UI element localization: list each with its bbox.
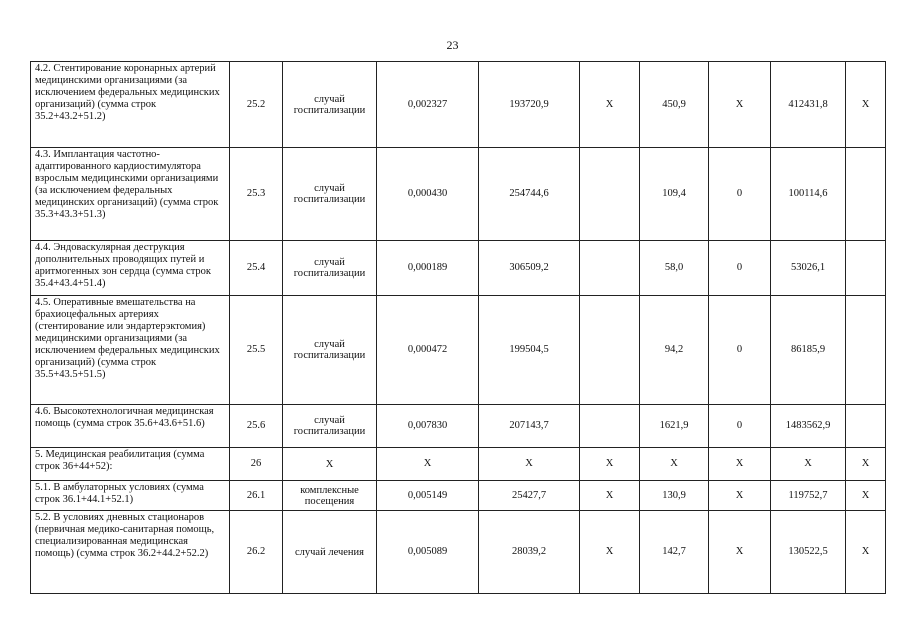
row-c10 [846,148,886,241]
row-c8: X [709,481,771,511]
row-unit: X [283,448,377,481]
row-code: 25.3 [230,148,283,241]
row-c8: 0 [709,148,771,241]
row-name: 4.5. Оперативные вмешательства на брахиоцефальных артериях (стентирование или эндартерэктомия) медицинскими организациями (за исключением федеральных медицинских организаций) (сумма строк 35.5+43.5+51.5) [31,296,230,405]
row-unit: случай госпитализации [283,148,377,241]
row-c10: X [846,481,886,511]
row-code: 25.6 [230,405,283,448]
row-name: 4.4. Эндоваскулярная деструкция дополнительных проводящих путей и аритмогенных зон сердца (сумма строк 35.4+43.4+51.4) [31,241,230,296]
row-c9: 119752,7 [771,481,846,511]
row-unit: случай госпитализации [283,241,377,296]
row-unit: случай госпитализации [283,405,377,448]
row-code: 26.2 [230,511,283,594]
table-row [31,296,886,405]
row-c6: X [580,448,640,481]
row-c10: X [846,511,886,594]
row-c7: 58,0 [640,241,709,296]
row-c4: 0,000472 [377,296,479,405]
row-c6: X [580,511,640,594]
row-c10: X [846,62,886,148]
row-name: 4.3. Имплантация частотно-адаптированного кардиостимулятора взрослым медицинскими организациями (за исключением федеральных медицинских организаций) (сумма строк 35.3+43.3+51.3) [31,148,230,241]
table-row [31,481,886,511]
row-name: 4.2. Стентирование коронарных артерий медицинскими организациями (за исключением федеральных медицинских организаций) (сумма строк 35.2+43.2+51.2) [31,62,230,148]
row-c10 [846,241,886,296]
page-number: 23 [446,38,459,52]
row-c9: 1483562,9 [771,405,846,448]
row-c9: X [771,448,846,481]
table-row [31,148,886,241]
row-c5: 28039,2 [479,511,580,594]
row-c7: 142,7 [640,511,709,594]
row-code: 25.2 [230,62,283,148]
row-name: 4.6. Высокотехнологичная медицинская помощь (сумма строк 35.6+43.6+51.6) [31,405,230,448]
row-c6 [580,241,640,296]
row-c9: 86185,9 [771,296,846,405]
row-c5: 193720,9 [479,62,580,148]
row-c7: 94,2 [640,296,709,405]
row-c7: X [640,448,709,481]
row-c6 [580,296,640,405]
row-c6 [580,405,640,448]
row-c9: 100114,6 [771,148,846,241]
row-c7: 1621,9 [640,405,709,448]
row-code: 26 [230,448,283,481]
row-c8: X [709,511,771,594]
row-code: 26.1 [230,481,283,511]
row-c5: 207143,7 [479,405,580,448]
row-c7: 130,9 [640,481,709,511]
row-c8: 0 [709,241,771,296]
table-row [31,241,886,296]
row-c7: 450,9 [640,62,709,148]
row-c10: X [846,448,886,481]
row-c5: 199504,5 [479,296,580,405]
row-c4: 0,002327 [377,62,479,148]
row-name: 5.1. В амбулаторных условиях (сумма строк 36.1+44.1+52.1) [31,481,230,511]
row-c5: 254744,6 [479,148,580,241]
row-c7: 109,4 [640,148,709,241]
row-c5: X [479,448,580,481]
row-unit: комплексные посещения [283,481,377,511]
table-row [31,405,886,448]
row-code: 25.5 [230,296,283,405]
row-name: 5. Медицинская реабилитация (сумма строк 36+44+52): [31,448,230,481]
row-c6: X [580,481,640,511]
row-c8: 0 [709,296,771,405]
row-code: 25.4 [230,241,283,296]
row-c4: 0,005089 [377,511,479,594]
row-c10 [846,405,886,448]
row-c8: 0 [709,405,771,448]
row-c4: X [377,448,479,481]
row-c9: 130522,5 [771,511,846,594]
row-unit: случай лечения [283,511,377,594]
table-row [31,62,886,148]
row-c8: X [709,448,771,481]
row-c4: 0,007830 [377,405,479,448]
table-row [31,511,886,594]
row-c4: 0,000430 [377,148,479,241]
row-c8: X [709,62,771,148]
row-c6 [580,148,640,241]
data-table [30,61,886,594]
row-c5: 306509,2 [479,241,580,296]
row-unit: случай госпитализации [283,62,377,148]
row-c4: 0,005149 [377,481,479,511]
row-c9: 412431,8 [771,62,846,148]
row-c9: 53026,1 [771,241,846,296]
row-c6: X [580,62,640,148]
row-name: 5.2. В условиях дневных стационаров (первичная медико-санитарная помощь, специализированная медицинская помощь) (сумма строк 36.2+44.2+52.2) [31,511,230,594]
row-c5: 25427,7 [479,481,580,511]
row-unit: случай госпитализации [283,296,377,405]
table-row [31,448,886,481]
row-c4: 0,000189 [377,241,479,296]
row-c10 [846,296,886,405]
